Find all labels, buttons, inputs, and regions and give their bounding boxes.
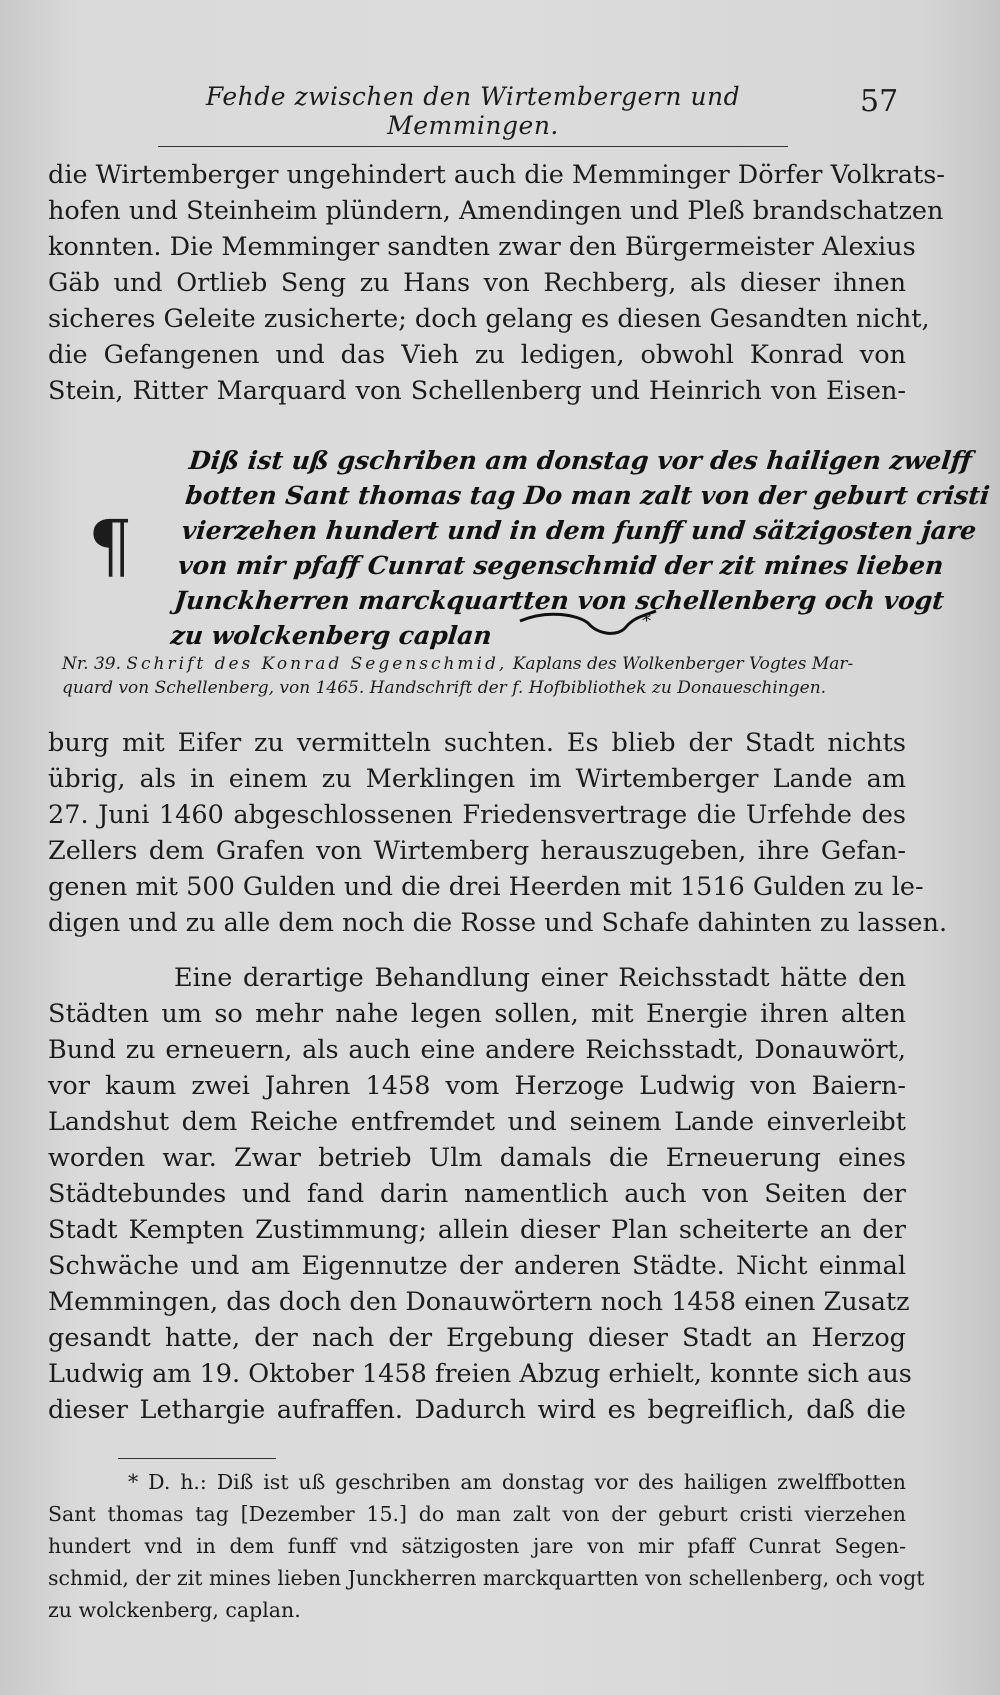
- handwritten-line: Diß ist uß gschriben am donstag vor des hailigen zwelff: [187, 446, 974, 475]
- text-line: Memmingen, das doch den Donauwörtern noch 1458 einen Zusatz: [48, 1287, 910, 1317]
- page-number: 57: [860, 84, 899, 119]
- footnote: [48, 1466, 925, 1626]
- text-line: Gäb und Ortlieb Seng zu Hans von Rechberg, als dieser ihnen: [48, 268, 906, 298]
- text-line: Landshut dem Reiche entfremdet und seinem Lande einverleibt: [48, 1107, 906, 1137]
- text-line: konnten. Die Memminger sandten zwar den Bürgermeister Alexius: [48, 232, 916, 262]
- text-line: gesandt hatte, der nach der Ergebung dieser Stadt an Herzog: [48, 1323, 906, 1353]
- footnote-separator: [118, 1458, 276, 1459]
- text-line: Stadt Kempten Zustimmung; allein dieser Plan scheiterte an der: [48, 1215, 906, 1245]
- text-line: Zellers dem Grafen von Wirtemberg herauszugeben, ihre Gefan-: [48, 836, 906, 866]
- text-line: Bund zu erneuern, als auch eine andere Reichsstadt, Donauwört,: [48, 1035, 906, 1065]
- text-line: digen und zu alle dem noch die Rosse und Schafe dahinten zu lassen.: [48, 908, 948, 938]
- text-line: burg mit Eifer zu vermitteln suchten. Es blieb der Stadt nichts: [48, 728, 906, 758]
- paragraph: [48, 960, 912, 1428]
- handwritten-line: vierzehen hundert und in dem funff und sätzigosten jare: [180, 516, 978, 545]
- paragraph: [48, 725, 948, 941]
- text-line: die Wirtemberger ungehindert auch die Memminger Dörfer Volkrats-: [48, 160, 945, 190]
- text-line: sicheres Geleite zusicherte; doch gelang es diesen Gesandten nicht,: [48, 304, 930, 334]
- handwritten-line: botten Sant thomas tag Do man zalt von der geburt cristi: [183, 481, 992, 510]
- text-line: worden war. Zwar betrieb Ulm damals die Erneuerung eines: [48, 1143, 906, 1173]
- footnote-line: Sant thomas tag [Dezember 15.] do man zalt von der geburt cristi vierzehen: [48, 1502, 906, 1526]
- paragraph-continuation: [48, 157, 945, 409]
- paragraph-mark: ¶: [88, 505, 133, 587]
- text-line: dieser Lethargie aufraffen. Dadurch wird es begreiflich, daß die: [48, 1395, 906, 1425]
- footnote-line: schmid, der zit mines lieben Junckherren marckquartten von schellenberg, och vogt: [48, 1566, 925, 1590]
- figure-caption: [62, 652, 902, 700]
- footnote-marker: *: [642, 611, 651, 632]
- text-line: genen mit 500 Gulden und die drei Heerden mit 1516 Gulden zu le-: [48, 872, 924, 902]
- text-line: vor kaum zwei Jahren 1458 vom Herzoge Ludwig von Baiern-: [48, 1071, 906, 1101]
- text-line: Eine derartige Behandlung einer Reichsstadt hätte den: [174, 963, 906, 993]
- signature-flourish: [518, 601, 658, 641]
- handwritten-line: zu wolckenberg caplan: [169, 621, 494, 650]
- handwritten-line: Junckherren marckquartten von schellenberg och vogt: [172, 586, 946, 615]
- handwritten-line: von mir pfaff Cunrat segenschmid der zit mines lieben: [176, 551, 945, 580]
- caption-text: quard von Schellenberg, von 1465. Handschrift der f. Hofbibliothek zu Donaueschingen.: [62, 678, 827, 698]
- footnote-line: zu wolckenberg, caplan.: [48, 1598, 301, 1622]
- text-line: Stein, Ritter Marquard von Schellenberg und Heinrich von Eisen-: [48, 376, 906, 406]
- caption-text: Kaplans des Wolkenberger Vogtes Mar-: [512, 654, 854, 674]
- text-line: Ludwig am 19. Oktober 1458 freien Abzug erhielt, konnte sich aus: [48, 1359, 912, 1389]
- text-line: Städtebundes und fand darin namentlich auch von Seiten der: [48, 1179, 906, 1209]
- text-line: die Gefangenen und das Vieh zu ledigen, obwohl Konrad von: [48, 340, 906, 370]
- footnote-line: hundert vnd in dem funff vnd sätzigosten jare von mir pfaff Cunrat Segen-: [48, 1534, 906, 1558]
- text-line: Schwäche und am Eigennutze der anderen Städte. Nicht einmal: [48, 1251, 906, 1281]
- text-line: übrig, als in einem zu Merklingen im Wirtemberger Lande am: [48, 764, 906, 794]
- handwriting-facsimile: [88, 443, 992, 650]
- text-line: hofen und Steinheim plündern, Amendingen und Pleß brandschatzen: [48, 196, 944, 226]
- caption-number: Nr. 39.: [62, 654, 121, 674]
- text-line: 27. Juni 1460 abgeschlossenen Friedensvertrage die Urfehde des: [48, 800, 906, 830]
- text-line: Städten um so mehr nahe legen sollen, mit Energie ihren alten: [48, 999, 906, 1029]
- footnote-line: * D. h.: Diß ist uß geschriben am donstag vor des hailigen zwelffbotten: [128, 1470, 906, 1494]
- running-header: Fehde zwischen den Wirtembergern und Memmingen.: [158, 82, 788, 147]
- caption-spaced-text: Schrift des Konrad Segenschmid,: [126, 654, 508, 674]
